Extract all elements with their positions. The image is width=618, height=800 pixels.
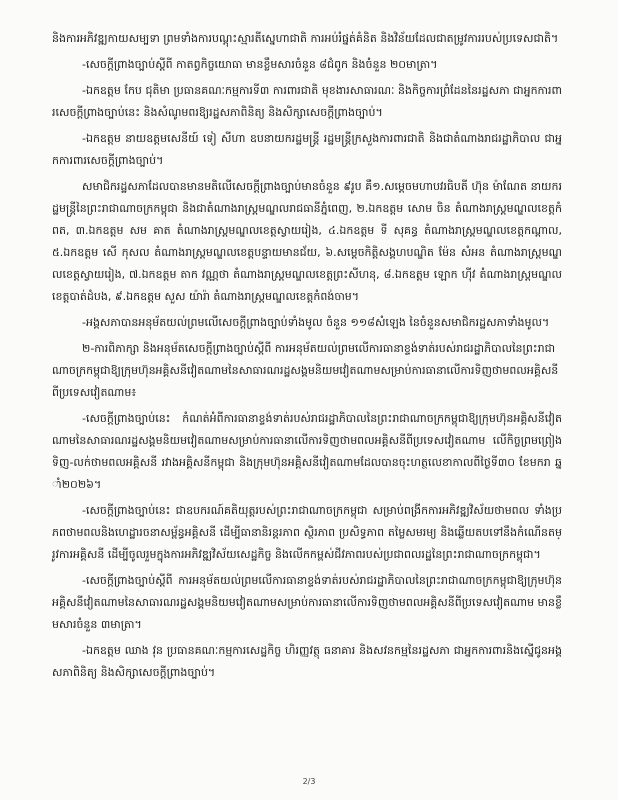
section-heading-2: ២-ការពិភាក្សា និងអនុម័តសេចក្ដីព្រាងច្បាប់ស្ដីពី ការអនុម័តយល់ព្រមលើការធានាខ្ទង់ទាត់របស់រាជរដ្ឋាភិបាលនៃព្រះរាជាណាចក្រកម្ពុជាឱ្យក្រុមហ៊ុនអគ្គិសនីវៀតណាមនៃសាធារណរដ្ឋសង្គមនិយមវៀតណាមសម្រាប់ការធានាលើការទិញថាមពលអគ្គិសនីពីប្រទេសវៀតណាម៖ xyxy=(52,342,559,399)
paragraph-legal-instrument: -សេចក្ដីព្រាងច្បាប់នេះ ជាឧបករណ៍គតិយុត្តរបស់ព្រះរាជាណាចក្រកម្ពុជា សម្រាប់ពង្រីកការអភិវឌ្ឍវិស័យថាមពល ទាំងប្រភពថាមពលនិងហេដ្ឋារចនាសម្ព័ន្ធអគ្គិសនី ដើម្បីធានានិរន្តរភាព ស្ថិរភាព ប្រសិទ្ធភាព តម្លៃសមរម្យ និងឆ្លើយតបទៅនឹងកំណើនតម្រូវការអគ្គិសនី ដើម្បីចូលរួមក្នុងការអភិវឌ្ឍវិស័យសេដ្ឋកិច្ច និងលើកកម្ពស់ជីវភាពរបស់ប្រជាពលរដ្ឋនៃព្រះរាជាណាចក្រកម្ពុជា។ xyxy=(52,504,562,561)
page-number: 2/3 xyxy=(302,777,316,786)
paragraph-electricity-law-articles: -សេចក្ដីព្រាងច្បាប់ស្ដីពី ការអនុម័តយល់ព្រមលើការធានាខ្ទង់ទាត់របស់រាជរដ្ឋាភិបាលនៃព្រះរាជាណាចក្រកម្ពុជាឱ្យក្រុមហ៊ុនអគ្គិសនីវៀតណាមនៃសាធារណរដ្ឋសង្គមនិយមវៀតណាមសម្រាប់ការធានាលើការទិញថាមពលអគ្គិសនីពីប្រទេសវៀតណាម មានខ្លឹមសារចំនួន ៣មាត្រា។ xyxy=(52,574,562,631)
paragraph-commission-chair-defender: -ឯកឧត្ដម កែប ជុតិមា ប្រធានគណៈកម្មការទី៣ ការពារជាតិ មុខងារសាធារណៈ និងកិច្ចការព្រំដែននៃរដ្ឋសភា ជាអ្នកការពារសេចក្ដីព្រាងច្បាប់នេះ និងសំណូមពរឱ្យរដ្ឋសភាពិនិត្យ និងសិក្សាសេចក្ដីព្រាងច្បាប់។ xyxy=(52,84,562,119)
paragraph-members-opinions: សមាជិករដ្ឋសភាដែលបានមានមតិលើសេចក្ដីព្រាងច្បាប់មានចំនួន ៩រូប គឺ១.សម្ដេចមហាបវរធិបតី ហ៊ុន ម៉ាណែត នាយករដ្ឋមន្ត្រីនៃព្រះរាជាណាចក្រកម្ពុជា និងជាតំណាងរាស្ត្រមណ្ឌលរាជធានីភ្នំពេញ, ២.ឯកឧត្ដម សោម ចិន តំណាងរាស្ត្រមណ្ឌលខេត្តកំពត, ៣.ឯកឧត្ដម សម គាត តំណាងរាស្ត្រមណ្ឌលខេត្តស្វាយរៀង, ៤.ឯកឧត្ដម ទី សុគន្ធ តំណាងរាស្ត្រមណ្ឌលខេត្តកណ្ដាល, ៥.ឯកឧត្ដម សើ កុសល តំណាងរាស្ត្រមណ្ឌលខេត្តបន្ទាយមានជ័យ, ៦.សម្ដេចកិត្តិសង្គហបណ្ឌិត ម៉ែន សំអន តំណាងរាស្ត្រមណ្ឌលខេត្តស្វាយរៀង, ៧.ឯកឧត្ដម តាក វណ្ណថា តំណាងរាស្ត្រមណ្ឌលខេត្តព្រះសីហនុ, ៨.ឯកឧត្ដម ឡោក ហ៊ីវ តំណាងរាស្ត្រមណ្ឌលខេត្តបាត់ដំបង, ៩.ឯកឧត្ដម សួស យ៉ារ៉ា តំណាងរាស្ត្រមណ្ឌលខេត្តកំពង់ចាម។ xyxy=(52,180,562,303)
paragraph-intro-continuation: និងការអភិវឌ្ឍកាយសម្បទា ព្រមទាំងការបណ្ដុះស្មារតីស្នេហាជាតិ ការអប់រំផ្នត់គំនិត និងវិន័យដែលជាតម្រូវការរបស់ប្រទេសជាតិ។ xyxy=(52,32,559,45)
paragraph-defense-minister-defender: -ឯកឧត្ដម នាយឧត្ដមសេនីយ៍ ទៀ សីហា ឧបនាយករដ្ឋមន្ត្រី រដ្ឋមន្ត្រីក្រសួងការពារជាតិ និងជាតំណាងរាជរដ្ឋាភិបាល ជាអ្នកការពារសេចក្ដីព្រាងច្បាប់។ xyxy=(52,132,562,167)
paragraph-electricity-guarantee-scope: -សេចក្ដីព្រាងច្បាប់នេះ កំណត់អំពីការធានាខ្ទង់ទាត់របស់រាជរដ្ឋាភិបាលនៃព្រះរាជាណាចក្រកម្ពុជាឱ្យក្រុមហ៊ុនអគ្គិសនីវៀតណាមនៃសាធារណរដ្ឋសង្គមនិយមវៀតណាមសម្រាប់ការធានាលើការទិញថាមពលអគ្គិសនីពីប្រទេសវៀតណាម លើកិច្ចព្រមព្រៀងទិញ-លក់ថាមពលអគ្គិសនី រវាងអគ្គិសនីកម្ពុជា និងក្រុមហ៊ុនអគ្គិសនីវៀតណាមដែលបានចុះហត្ថលេខាកាលពីថ្ងៃទី៣០ ខែមករា ឆ្នាំ២០២៦។ xyxy=(52,412,562,491)
paragraph-military-service-law-summary: -សេចក្ដីព្រាងច្បាប់ស្ដីពី កាតព្វកិច្ចយោធា មានខ្លឹមសារចំនួន ៨ជំពូក និងចំនួន ២០មាត្រា។ xyxy=(82,58,438,71)
paragraph-economic-commission-chair: -ឯកឧត្ដម ឈាង វុន ប្រធានគណៈកម្មការសេដ្ឋកិច្ច ហិរញ្ញវត្ថុ ធនាគារ និងសវនកម្មនៃរដ្ឋសភា ជាអ្នកការពារនិងស្នើជូនអង្គសភាពិនិត្យ និងសិក្សាសេចក្ដីព្រាងច្បាប់។ xyxy=(52,644,562,679)
paragraph-assembly-approval: -អង្គសភាបានអនុម័តយល់ព្រមលើសេចក្ដីព្រាងច្បាប់ទាំងមូល ចំនួន ១១៨សំឡេង នៃចំនួនសមាជិករដ្ឋសភាទាំងមូល។ xyxy=(82,316,550,329)
document-body xyxy=(52,28,562,684)
